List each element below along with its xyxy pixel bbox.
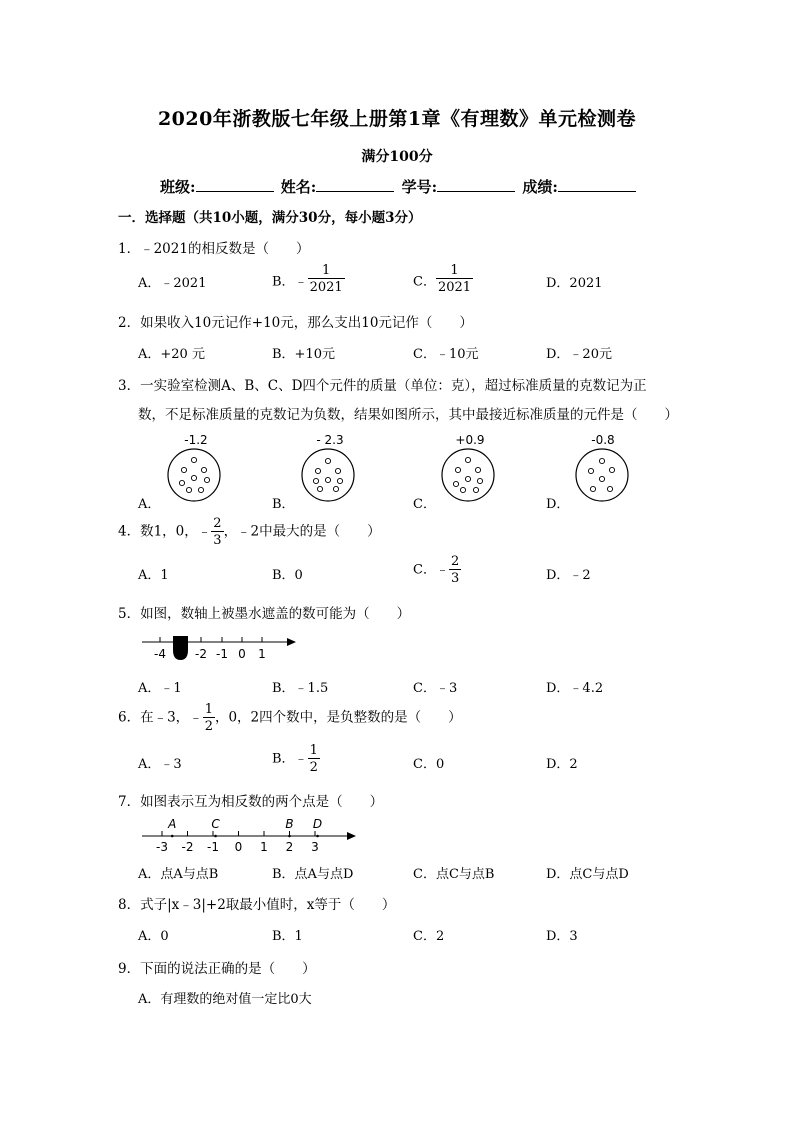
q1-c-fraction: [436, 264, 473, 294]
component-hole: [460, 487, 465, 492]
component-hole: [475, 467, 480, 472]
component-hole: [590, 486, 595, 491]
component-hole: [201, 467, 206, 472]
component-b: [302, 433, 354, 501]
q1-option-d[interactable]: D．2021: [546, 276, 603, 291]
q2-option-c[interactable]: C．﹣10元: [413, 347, 479, 362]
component-b-label: - 2.3: [316, 433, 344, 447]
component-hole: [588, 468, 593, 473]
q7-ticks: [156, 831, 319, 854]
q6-b-fraction: [308, 744, 320, 774]
question-9-options: [138, 988, 698, 1014]
q1-option-c[interactable]: [413, 263, 473, 295]
q4-c-prefix: C．﹣: [413, 562, 449, 578]
component-hole: [317, 486, 322, 491]
q7-point-label: A: [168, 817, 177, 831]
q1-option-a[interactable]: A．﹣2021: [138, 276, 207, 291]
q4-stem-den: 3: [213, 533, 222, 548]
component-hole: [198, 487, 203, 492]
q7-tick-label: 1: [260, 840, 268, 854]
component-c-label: +0.9: [455, 433, 485, 447]
q5-ticks: [154, 637, 266, 661]
component-hole: [599, 476, 604, 481]
q7-point-dot: [316, 835, 319, 838]
q2-option-b[interactable]: B．+10元: [272, 347, 335, 362]
name-label: 姓名:: [280, 178, 317, 196]
component-hole: [191, 457, 196, 462]
question-4-options: [138, 554, 698, 588]
q5-tick-label: 0: [238, 647, 246, 661]
q5-option-a[interactable]: A．﹣1: [138, 681, 182, 696]
q1-c-prefix: C．: [413, 274, 436, 290]
student-info-line: [160, 176, 638, 197]
q7-point-label: D: [312, 817, 323, 831]
q4-stem-prefix: 4．数1，0，﹣: [118, 523, 212, 540]
component-hole: [599, 458, 604, 463]
q8-option-b[interactable]: B．1: [272, 929, 303, 944]
component-hole: [455, 467, 460, 472]
q5-option-d[interactable]: D．﹣4.2: [546, 681, 604, 696]
q3-option-c[interactable]: C．: [413, 497, 436, 512]
q7-point-dot: [214, 835, 217, 838]
q7-tick-label: 3: [311, 840, 319, 854]
question-3-stem-line1: 3．一实验室检测A、B、C、D四个元件的质量（单位：克），超过标准质量的克数记为正: [118, 378, 647, 394]
q6-stem-prefix: 6．在﹣3，﹣: [118, 709, 203, 726]
component-d-label: -0.8: [591, 433, 615, 447]
section-heading: 一．选择题（共10小题，满分30分，每小题3分）: [118, 210, 422, 226]
component-hole: [453, 481, 458, 486]
ink-blot: [173, 636, 188, 660]
q4-option-b[interactable]: B．0: [272, 568, 303, 583]
question-3-options: [138, 493, 698, 519]
q7-axis-arrow: [347, 832, 356, 840]
question-9-stem: 9．下面的说法正确的是（ ）: [118, 961, 316, 977]
q7-tick-label: 0: [234, 840, 243, 854]
q6-b-prefix: B．﹣: [272, 751, 308, 767]
q2-option-a[interactable]: A．+20 元: [138, 347, 205, 362]
component-hole: [473, 487, 478, 492]
q7-point-label: C: [211, 817, 220, 831]
q6-b-num: 1: [309, 743, 318, 758]
q7-point-dot: [171, 835, 174, 838]
question-7-options: [138, 863, 698, 889]
q6-option-b[interactable]: [272, 744, 320, 774]
component-a: [168, 433, 220, 501]
q7-tick-label: -3: [156, 840, 168, 854]
q7-option-d[interactable]: D．点C与点D: [546, 867, 629, 882]
q8-option-a[interactable]: A．0: [138, 929, 169, 944]
q8-option-d[interactable]: D．3: [546, 929, 578, 944]
q5-number-line: [138, 630, 308, 664]
q1-c-num: 1: [436, 264, 473, 279]
q1-option-b[interactable]: [272, 263, 345, 295]
question-7-stem: 7．如图表示互为相反数的两个点是（ ）: [118, 794, 384, 810]
q5-tick-label: -2: [195, 647, 207, 661]
q5-tick-label: -4: [154, 647, 166, 661]
q8-option-c[interactable]: C．2: [413, 929, 445, 944]
name-blank[interactable]: [316, 177, 394, 192]
q5-option-c[interactable]: C．﹣3: [413, 681, 458, 696]
question-5-stem: 5．如图，数轴上被墨水遮盖的数可能为（ ）: [118, 606, 411, 622]
component-hole: [337, 478, 342, 483]
page-subtitle: 满分100分: [361, 149, 433, 165]
q4-option-c[interactable]: [413, 555, 461, 585]
q3-option-b[interactable]: B．: [272, 497, 295, 512]
component-hole: [204, 477, 209, 482]
component-hole: [191, 475, 196, 480]
component-hole: [335, 468, 340, 473]
component-hole: [313, 478, 318, 483]
component-hole: [186, 487, 191, 492]
component-hole: [465, 476, 470, 481]
component-hole: [325, 477, 330, 482]
component-hole: [181, 467, 186, 472]
q7-point-dot: [288, 835, 291, 838]
q3-option-d[interactable]: D．: [546, 497, 570, 512]
q6-option-c[interactable]: C．0: [413, 757, 445, 772]
q6-option-a[interactable]: A．﹣3: [138, 757, 182, 772]
q4-stem-num: 2: [213, 516, 222, 531]
q4-option-d[interactable]: D．﹣2: [546, 568, 591, 583]
q9-option-a[interactable]: A．有理数的绝对值一定比0大: [138, 992, 312, 1007]
question-1-stem: 1．﹣2021的相反数是（ ）: [118, 241, 310, 257]
class-blank[interactable]: [196, 177, 274, 192]
q1-b-den: 2021: [309, 280, 343, 295]
q6-option-d[interactable]: D．2: [546, 757, 578, 772]
q4-c-den: 3: [450, 571, 460, 586]
q1-b-num: 1: [308, 264, 345, 279]
question-6-options: [138, 743, 698, 777]
question-2-options: [138, 343, 698, 369]
score-blank[interactable]: [558, 177, 636, 192]
component-hole: [315, 468, 320, 473]
q7-points: [167, 817, 322, 837]
q2-option-d[interactable]: D．﹣20元: [546, 347, 612, 362]
q4-c-fraction: [449, 555, 461, 585]
component-hole: [477, 478, 482, 483]
student-id-label: 学号:: [401, 178, 438, 196]
component-hole: [179, 480, 184, 485]
page-title: 2020年浙教版七年级上册第1章《有理数》单元检测卷: [157, 108, 637, 130]
q3-option-a[interactable]: A．: [138, 497, 161, 512]
q6-stem-fraction: [203, 703, 215, 733]
component-hole: [333, 486, 338, 491]
q4-stem-fraction: [211, 517, 223, 547]
component-hole: [607, 486, 612, 491]
q4-option-a[interactable]: A．1: [138, 568, 169, 583]
q4-stem-suffix: ，﹣2中最大的是（ ）: [223, 523, 381, 540]
q7-point-label: B: [285, 817, 294, 831]
q5-axis-arrow: [287, 638, 296, 646]
q7-tick-label: -1: [207, 840, 219, 854]
q7-option-c[interactable]: C．点C与点B: [413, 867, 495, 882]
question-8-stem: 8．式子|x﹣3|+2取最小值时，x等于（ ）: [118, 897, 396, 913]
question-5-options: [138, 677, 698, 703]
question-4-stem: [118, 517, 381, 547]
q1-c-den: 2021: [437, 280, 472, 295]
component-hole: [465, 457, 470, 462]
q6-stem-den: 2: [204, 719, 213, 734]
component-c: [442, 433, 494, 501]
component-holes: [179, 457, 614, 492]
q1-b-fraction: [308, 264, 345, 294]
class-label: 班级:: [160, 178, 196, 196]
q7-option-b[interactable]: B．点A与点D: [272, 867, 354, 882]
q6-stem-num: 1: [204, 702, 213, 717]
question-6-stem: [118, 703, 462, 733]
q6-b-den: 2: [309, 760, 318, 775]
q5-tick-label: 1: [258, 647, 266, 661]
q4-c-num: 2: [450, 554, 460, 569]
score-label: 成绩:: [522, 178, 558, 196]
q5-option-b[interactable]: B．﹣1.5: [272, 681, 329, 696]
q1-b-prefix: B．﹣: [272, 274, 308, 290]
q5-tick-label: -1: [216, 647, 228, 661]
q7-option-a[interactable]: A．点A与点B: [138, 867, 219, 882]
question-8-options: [138, 925, 698, 951]
component-a-label: -1.2: [184, 433, 208, 447]
question-1-options: [138, 263, 698, 296]
component-hole: [609, 467, 614, 472]
q7-number-line: [138, 814, 368, 854]
q7-tick-label: 2: [285, 840, 294, 854]
component-hole: [325, 458, 330, 463]
q6-stem-suffix: ，0，2四个数中，是负整数的是（ ）: [214, 709, 462, 726]
question-2-stem: 2．如果收入10元记作+10元，那么支出10元记作（ ）: [118, 315, 473, 331]
student-id-blank[interactable]: [437, 177, 515, 192]
q7-tick-label: -2: [181, 840, 194, 854]
component-d: [576, 433, 628, 501]
question-3-stem-line2: 数，不足标准质量的克数记为负数，结果如图所示，其中最接近标准质量的元件是（ ）: [138, 407, 678, 423]
